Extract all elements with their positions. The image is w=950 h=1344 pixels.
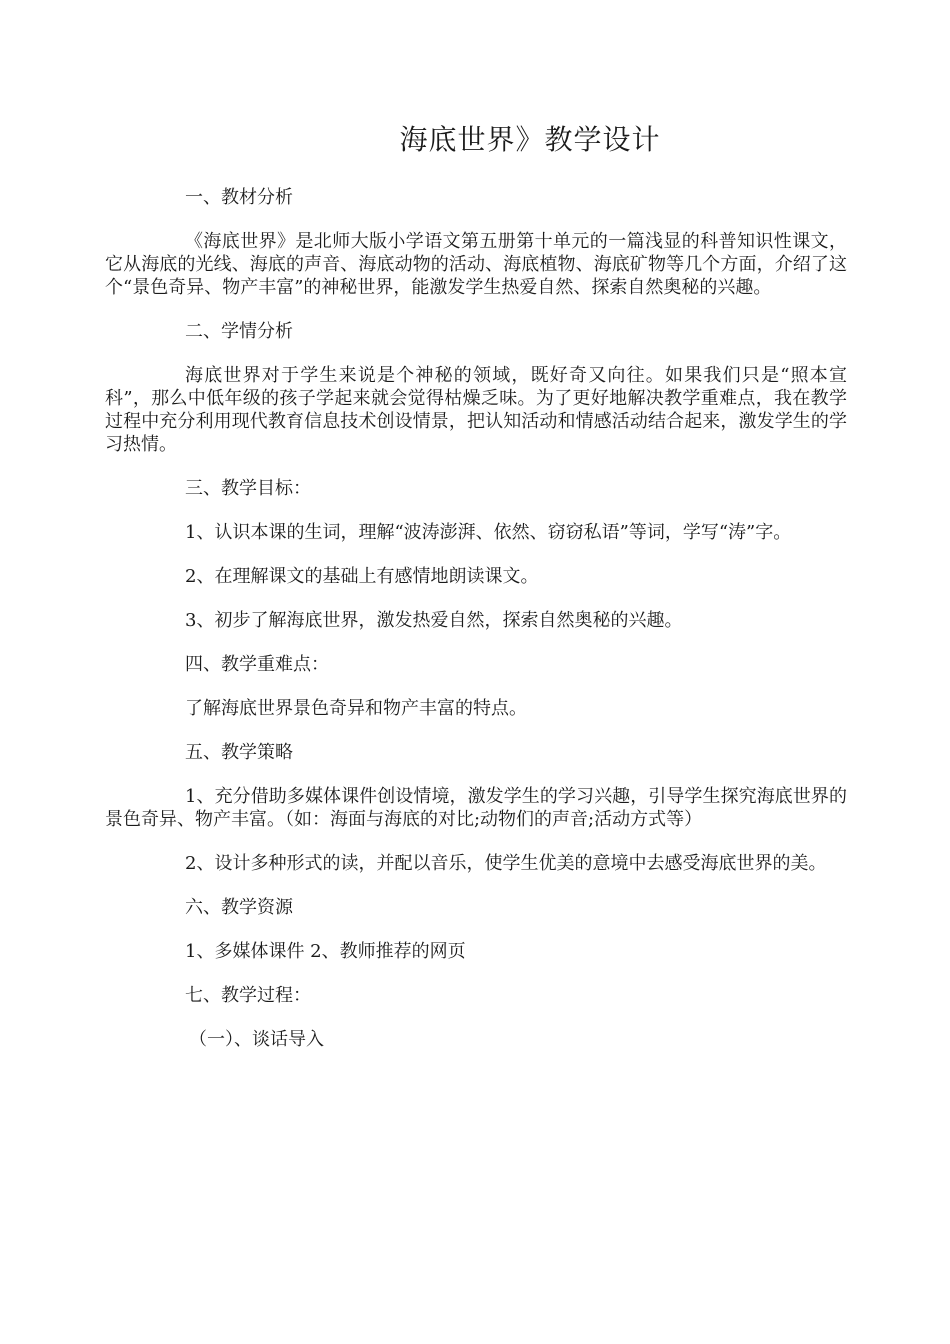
paragraph-strategy-1: 1、充分借助多媒体课件创设情境，激发学生的学习兴趣，引导学生探究海底世界的景色奇异、物产丰富。（如：海面与海底的对比;动物们的声音;活动方式等） bbox=[105, 786, 847, 830]
document-title: 海底世界》教学设计 bbox=[399, 123, 661, 156]
paragraph-goal-2: 2、在理解课文的基础上有感情地朗读课文。 bbox=[185, 566, 539, 587]
section-heading-textbook-analysis: 一、教材分析 bbox=[185, 187, 293, 208]
paragraph-goal-1: 1、认识本课的生词，理解“波涛澎湃、依然、窃窃私语”等词，学写“涛”字。 bbox=[185, 522, 792, 543]
section-heading-student-analysis: 二、学情分析 bbox=[185, 321, 293, 342]
section-heading-teaching-goals: 三、教学目标： bbox=[185, 478, 311, 499]
paragraph-key-points: 了解海底世界景色奇异和物产丰富的特点。 bbox=[185, 698, 527, 719]
section-heading-key-points: 四、教学重难点： bbox=[185, 654, 329, 675]
paragraph-goal-3: 3、初步了解海底世界，激发热爱自然，探索自然奥秘的兴趣。 bbox=[185, 610, 683, 631]
section-heading-teaching-process: 七、教学过程： bbox=[185, 985, 311, 1006]
paragraph-student-analysis: 海底世界对于学生来说是个神秘的领域，既好奇又向往。如果我们只是“照本宣科”，那么中低年级的孩子学起来就会觉得枯燥乏味。为了更好地解决教学重难点，我在教学过程中充分利用现代教育信息技术创设情景，把认知活动和情感活动结合起来，激发学生的学习热情。 bbox=[105, 365, 847, 455]
paragraph-strategy-2: 2、设计多种形式的读，并配以音乐，使学生优美的意境中去感受海底世界的美。 bbox=[185, 853, 827, 874]
paragraph-resources: 1、多媒体课件 2、教师推荐的网页 bbox=[185, 941, 466, 962]
subsection-heading-introduction: （一）、谈话导入 bbox=[189, 1029, 324, 1050]
section-heading-teaching-strategy: 五、教学策略 bbox=[185, 742, 293, 763]
document-body bbox=[105, 186, 847, 1072]
paragraph-textbook-analysis: 《海底世界》是北师大版小学语文第五册第十单元的一篇浅显的科普知识性课文，它从海底的光线、海底的声音、海底动物的活动、海底植物、海底矿物等几个方面，介绍了这个“景色奇异、物产丰富”的神秘世界，能激发学生热爱自然、探索自然奥秘的兴趣。 bbox=[105, 231, 847, 298]
section-heading-teaching-resources: 六、教学资源 bbox=[185, 897, 293, 918]
